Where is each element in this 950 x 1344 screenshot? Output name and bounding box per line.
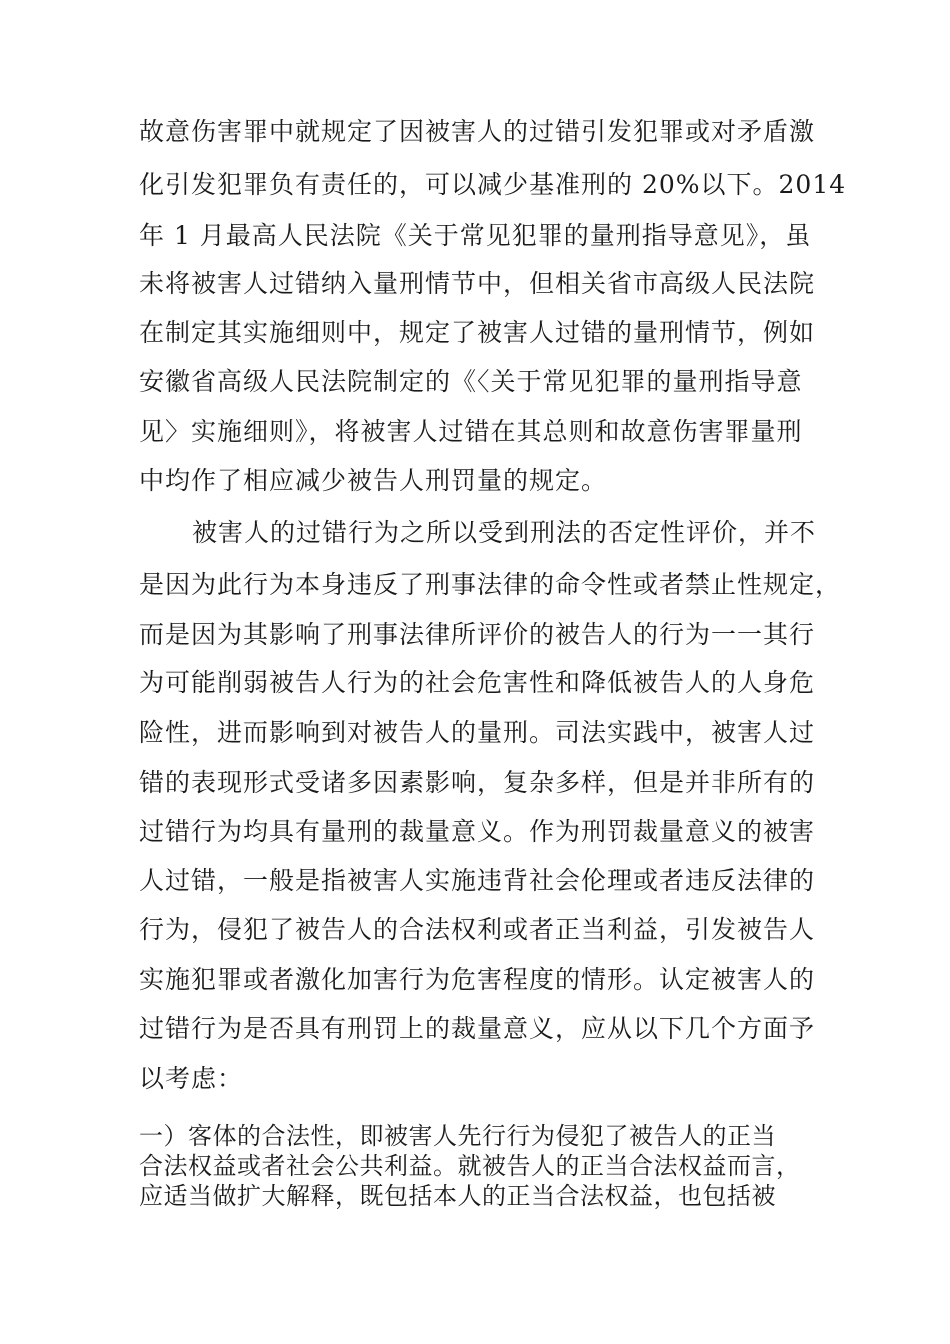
text-line: 年 1 月最高人民法院《关于常见犯罪的量刑指导意见》，虽	[139, 221, 812, 250]
text-line: 安徽省高级人民法院制定的《〈关于常见犯罪的量刑指导意	[139, 367, 803, 396]
text-line: 是因为此行为本身违反了刑事法律的命令性或者禁止性规定，	[139, 570, 842, 599]
text-line: 实施犯罪或者激化加害行为危害程度的情形。认定被害人的	[139, 965, 816, 994]
text-line: 而是因为其影响了刑事法律所评价的被告人的行为一一其行	[139, 620, 816, 649]
text-line: 应适当做扩大解释，既包括本人的正当合法权益，也包括被	[139, 1182, 776, 1210]
text-line: 一）客体的合法性，即被害人先行行为侵犯了被告人的正当	[139, 1122, 776, 1150]
text-line: 故意伤害罪中就规定了因被害人的过错引发犯罪或对矛盾激	[139, 117, 816, 146]
text-line: 中均作了相应减少被告人刑罚量的规定。	[139, 466, 608, 495]
text-line: 化引发犯罪负有责任的，可以减少基准刑的 20%以下。2014	[139, 170, 847, 199]
text-line: 过错行为均具有量刑的裁量意义。作为刑罚裁量意义的被害	[139, 817, 816, 846]
text-line: 错的表现形式受诸多因素影响，复杂多样，但是并非所有的	[139, 768, 816, 797]
text-line: 见〉实施细则》，将被害人过错在其总则和故意伤害罪量刑	[139, 417, 803, 446]
text-line: 人过错，一般是指被害人实施违背社会伦理或者违反法律的	[139, 866, 816, 895]
text-line: 以考虑：	[139, 1064, 244, 1093]
text-line: 行为，侵犯了被告人的合法权利或者正当利益，引发被告人	[139, 915, 816, 944]
text-line: 在制定其实施细则中，规定了被害人过错的量刑情节，例如	[139, 318, 816, 347]
text-line: 被害人的过错行为之所以受到刑法的否定性评价，并不	[192, 518, 817, 547]
text-line: 未将被害人过错纳入量刑情节中，但相关省市高级人民法院	[139, 269, 816, 298]
text-line: 为可能削弱被告人行为的社会危害性和降低被告人的人身危	[139, 668, 816, 697]
text-line: 险性，进而影响到对被告人的量刑。司法实践中，被害人过	[139, 718, 816, 747]
text-line: 合法权益或者社会公共利益。就被告人的正当合法权益而言，	[139, 1152, 801, 1180]
text-line: 过错行为是否具有刑罚上的裁量意义，应从以下几个方面予	[139, 1014, 816, 1043]
